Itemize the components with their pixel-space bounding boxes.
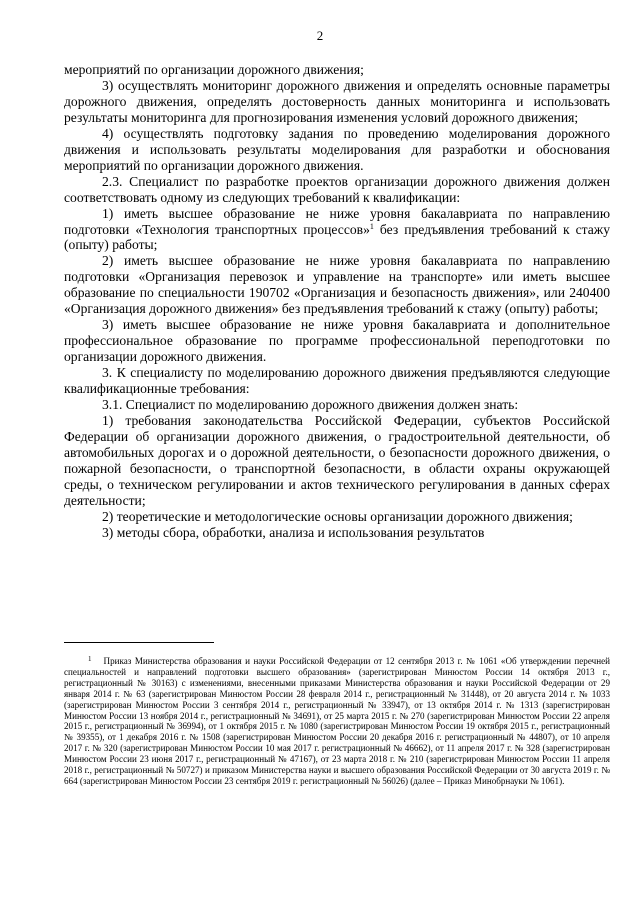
paragraph: 3) осуществлять мониторинг дорожного движения и определять основные параметры дорожного движения, определять достоверность данных мониторинга и использовать результаты мониторинга для прогнозирования изменения условий дорожного движения; <box>64 77 610 125</box>
paragraph-text: 1) иметь высшее образование не ниже уровня бакалавриата по направлению подготовки «Технология транспортных процессов» <box>64 205 610 237</box>
paragraph: 3) иметь высшее образование не ниже уровня бакалавриата и дополнительное профессиональное образование по программе профессиональной переподготовки по организации дорожного движения. <box>64 317 610 365</box>
paragraph: 2) теоретические и методологические основы организации дорожного движения; <box>102 508 573 524</box>
footnote-separator <box>64 642 214 643</box>
paragraph: мероприятий по организации дорожного движения; <box>64 62 364 77</box>
footnote <box>64 656 610 787</box>
paragraph-text-continued: без предъявления требований к стажу (опыту) работы; <box>64 221 610 253</box>
page-number: 2 <box>316 28 324 43</box>
paragraph: 2.3. Специалист по разработке проектов организации дорожного движения должен соответствовать одному из следующих требований к квалификации: <box>64 173 610 205</box>
footnote-reference: 1 <box>369 221 374 231</box>
footnote-text: Приказ Министерства образования и науки Российской Федерации от 12 сентября 2013 г. № 1061 «Об утверждении перечней специальностей и направлений подготовки высшего образования» (зарегистрирован Минюстом России 14 октября 2013 г., регистрационный № 30163) с изменениями, внесенными приказами Министерства образования и науки Российской Федерации от 29 января 2014 г. № 63 (зарегистрирован Минюстом России 28 февраля 2014 г., регистрационный № 31448), от 20 августа 2014 г. № 1033 (зарегистрирован Минюстом России 3 сентября 2014 г., регистрационный № 33947), от 13 октября 2014 г. № 1313 (зарегистрирован Минюстом России 13 ноября 2014 г., регистрационный № 34691), от 25 марта 2015 г. № 270 (зарегистрирован Минюстом России 22 апреля 2015 г., регистрационный № 36994), от 1 октября 2015 г. № 1080 (зарегистрирован Минюстом России 19 октября 2015 г., регистрационный № 39355), от 1 декабря 2016 г. № 1508 (зарегистрирован Минюстом России 20 декабря 2016 г. регистрационный № 44807), от 10 апреля 2017 г. № 320 (зарегистрирован Минюстом России 10 мая 2017 г. регистрационный № 46662), от 11 апреля 2017 г. № 328 (зарегистрирован Минюстом России 23 июня 2017 г., регистрационный № 47167), от 23 марта 2018 г. № 210 (зарегистрирован Минюстом России 11 апреля 2018 г., регистрационный № 50727) и приказом Министерства науки и высшего образования Российской Федерации от 30 августа 2019 г. № 664 (зарегистрирован Минюстом России 23 сентября 2019 г. регистрационный № 56026) (далее – Приказ Минобрнауки № 1061). <box>64 656 610 786</box>
paragraph-with-footnote-ref <box>64 206 610 254</box>
paragraph: 1) требования законодательства Российской Федерации, субъектов Российской Федерации об организации дорожного движения, о градостроительной деятельности, об автомобильных дорогах и о дорожной деятельности, о безопасности дорожного движения, о пожарной безопасности, о транспортной безопасности, в области охраны окружающей среды, о техническом регулировании и актов технического регулирования в данных сферах деятельности; <box>64 412 610 508</box>
body-text <box>64 62 610 541</box>
paragraph: 2) иметь высшее образование не ниже уровня бакалавриата по направлению подготовки «Организация перевозок и управление на транспорте» или иметь высшее образование по специальности 190702 «Организация и безопасность движения», или 240400 «Организация дорожного движения» без предъявления требований к стажу (опыту) работы; <box>64 253 610 317</box>
footnote-marker: 1 <box>88 655 92 663</box>
paragraph: 3.1. Специалист по моделированию дорожного движения должен знать: <box>102 397 519 413</box>
paragraph: 4) осуществлять подготовку задания по проведению моделирования дорожного движения и использовать результаты моделирования для разработки и обоснования мероприятий по организации дорожного движения. <box>64 125 610 173</box>
paragraph: 3. К специалисту по моделированию дорожного движения предъявляются следующие квалификационные требования: <box>64 365 610 397</box>
paragraph: 3) методы сбора, обработки, анализа и использования результатов <box>102 524 485 540</box>
